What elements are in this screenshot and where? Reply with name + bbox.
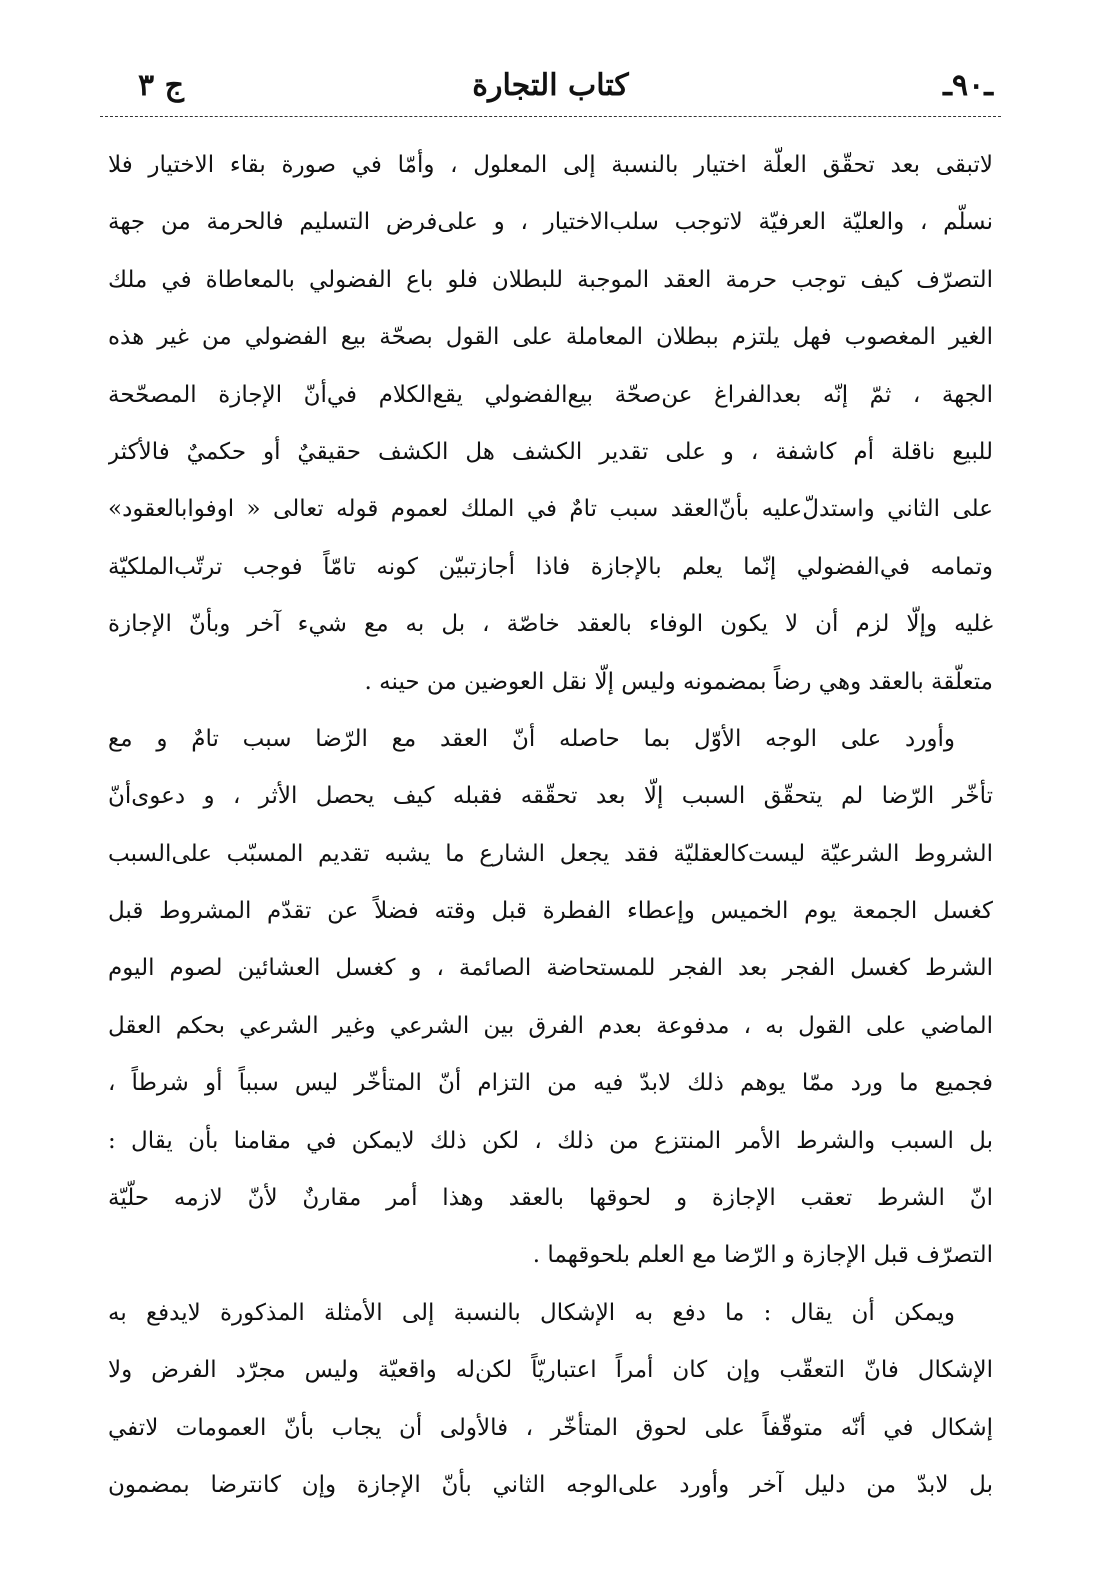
text-body — [108, 137, 993, 1514]
paragraph-2 — [108, 711, 993, 1285]
text-line: الشرط كغسل الفجر بعد الفجر للمستحاضة الصائمة ، و كغسل العشائين لصوم اليوم — [108, 955, 993, 982]
text-line: بل لابدّ من دليل آخر وأورد على‌الوجه الثاني بأنّ الإجازة وإن كانترضا بمضمون — [108, 1471, 993, 1498]
text-line: انّ الشرط تعقب الإجازة و لحوقها بالعقد وهذا أمر مقارنٌ لأنّ لازمه حلّيّة — [108, 1185, 993, 1212]
paragraph-1 — [108, 137, 993, 711]
header-divider — [100, 116, 1001, 117]
text-line: الشروط الشرعيّة ليست‌كالعقليّة فقد يجعل الشارع ما يشبه تقديم المسبّب على‌السبب — [108, 840, 993, 867]
paragraph-3 — [108, 1285, 993, 1515]
text-line: التصرّف كيف توجب حرمة العقد الموجبة للبطلان فلو باع الفضولي بالمعاطاة في ملك — [108, 266, 993, 293]
text-line: متعلّقة بالعقد وهي رضاً بمضمونه وليس إلّا نقل العوضين من حينه . — [364, 668, 993, 695]
text-line: غليه وإلّا لزم أن لا يكون الوفاء بالعقد خاصّة ، بل به مع شيء آخر وبأنّ الإجازة — [108, 611, 993, 638]
text-line: لاتبقى بعد تحقّق العلّة اختيار بالنسبة إلى المعلول ، وأمّا في صورة بقاء الاختيار فلا — [108, 152, 993, 178]
text-line: الجهة ، ثمّ إنّه بعدالفراغ عن‌صحّة بيع‌الفضولي يقع‌الكلام في‌أنّ الإجازة المصحّحة — [108, 381, 993, 408]
text-line: للبيع ناقلة أم كاشفة ، و على تقدير الكشف هل الكشف حقيقيٌ أو حكميٌ فالأكثر — [108, 438, 993, 465]
text-line: تأخّر الرّضا لم يتحقّق السبب إلّا بعد تحقّقه فقبله كيف يحصل الأثر ، و دعوى‌أنّ — [108, 783, 993, 810]
volume-label: ج ٣ — [138, 68, 184, 103]
text-line: بل السبب والشرط الأمر المنتزع من ذلك ، لكن ذلك لايمكن في مقامنا بأن يقال : — [108, 1127, 993, 1154]
text-line: نسلّم ، والعليّة العرفيّة لاتوجب سلب‌الاختيار ، و على‌فرض التسليم فالحرمة من جهة — [108, 209, 993, 236]
running-header — [108, 62, 993, 116]
text-line: الغير المغصوب فهل يلتزم ببطلان المعاملة على القول بصحّة بيع الفضولي من غير هذه — [108, 324, 993, 351]
text-line: على الثاني واستدلّ‌عليه بأنّ‌العقد سبب تامٌ في الملك لعموم قوله تعالى « اوفوابالعقود» — [108, 496, 993, 523]
book-title: كتاب التجارة — [472, 68, 629, 103]
text-line: الإشكال فانّ التعقّب وإن كان أمراً اعتباريّاً لكن‌له واقعيّة وليس مجرّد الفرض ولا — [108, 1357, 993, 1384]
text-line: كغسل الجمعة يوم الخميس وإعطاء الفطرة قبل وقته فضلاً عن تقدّم المشروط قبل — [108, 898, 993, 925]
text-line: إشكال في أنّه متوقّفاً على لحوق المتأخّر ، فالأولى أن يجاب بأنّ العمومات لاتفي — [108, 1414, 993, 1441]
page-number: ـ٩٠ـ — [943, 68, 993, 103]
text-line: الماضي على القول به ، مدفوعة بعدم الفرق بين الشرعي وغير الشرعي بحكم العقل — [108, 1012, 993, 1039]
text-line: وأورد على الوجه الأوّل بما حاصله أنّ العقد مع الرّضا سبب تامٌ و مع — [108, 725, 955, 752]
text-line: فجميع ما ورد ممّا يوهم ذلك لابدّ فيه من التزام أنّ المتأخّر ليس سبباً أو شرطاً ، — [108, 1070, 993, 1097]
text-line: التصرّف قبل الإجازة و الرّضا مع العلم بلحوقهما . — [532, 1242, 993, 1269]
text-line: وتمامه في‌الفضولي إنّما يعلم بالإجازة فاذا أجازتبيّن كونه تامّاً فوجب ترتّب‌الملكيّة — [108, 553, 993, 580]
text-line: ويمكن أن يقال : ما دفع به الإشكال بالنسبة إلى الأمثلة المذكورة لايدفع به — [108, 1299, 955, 1326]
